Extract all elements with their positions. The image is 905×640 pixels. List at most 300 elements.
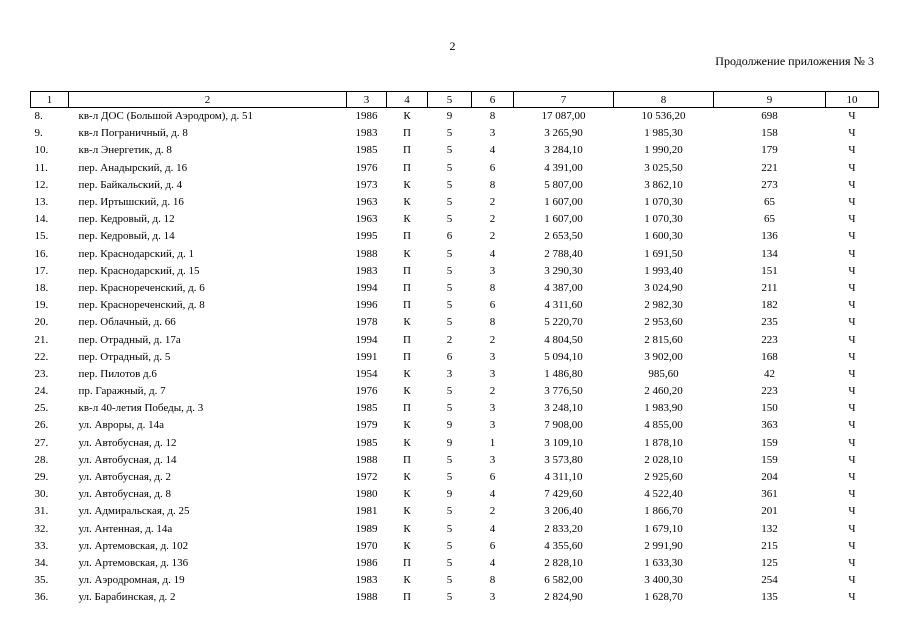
table-row bbox=[31, 349, 879, 366]
table-cell: ул. Авроры, д. 14а bbox=[78, 419, 165, 432]
table-cell: 5 bbox=[446, 453, 453, 466]
table-cell: 3 024,90 bbox=[644, 281, 683, 294]
table-cell: 19. bbox=[34, 299, 49, 312]
table-cell: пер. Облачный, д. 66 bbox=[78, 316, 176, 329]
table-cell: 36. bbox=[34, 591, 49, 604]
table-cell: 6 bbox=[446, 350, 453, 363]
table-cell: 1986 bbox=[355, 110, 378, 123]
table-cell: 5 bbox=[446, 144, 453, 157]
table-cell: Ч bbox=[848, 247, 856, 260]
table-cell: 65 bbox=[764, 213, 775, 226]
table-row bbox=[31, 160, 879, 177]
table-cell: 1988 bbox=[355, 453, 378, 466]
table-cell: 1 607,00 bbox=[544, 196, 583, 209]
table-cell: 1991 bbox=[355, 350, 378, 363]
table-cell: 9 bbox=[446, 488, 453, 501]
table-cell: 4 387,00 bbox=[544, 281, 583, 294]
table-cell: 1 866,70 bbox=[644, 505, 683, 518]
table-row bbox=[31, 108, 879, 126]
table-cell: 125 bbox=[761, 556, 778, 569]
table-cell: 1 607,00 bbox=[544, 213, 583, 226]
table-cell: 11. bbox=[34, 161, 48, 174]
table-cell: 4 311,10 bbox=[544, 471, 583, 484]
column-header-1: 1 bbox=[31, 92, 69, 108]
table-cell: пер. Кедровый, д. 14 bbox=[78, 230, 175, 243]
table-cell: Ч bbox=[848, 264, 856, 277]
table-cell: Ч bbox=[848, 316, 856, 329]
table-cell: Ч bbox=[848, 230, 856, 243]
table-cell: 2 460,20 bbox=[644, 385, 683, 398]
table-cell: 1983 bbox=[355, 127, 378, 140]
table-cell: 985,60 bbox=[648, 367, 679, 380]
table-cell: пер. Анадырский, д. 16 bbox=[78, 161, 188, 174]
table-row bbox=[31, 314, 879, 331]
table-cell: 1976 bbox=[355, 161, 378, 174]
column-header-5: 5 bbox=[428, 92, 472, 108]
table-cell: 10. bbox=[34, 144, 49, 157]
table-cell: Ч bbox=[848, 556, 856, 569]
table-cell: пер. Байкальский, д. 4 bbox=[78, 178, 183, 191]
table-cell: К bbox=[403, 539, 411, 552]
table-cell: 5 bbox=[446, 539, 453, 552]
table-cell: 168 bbox=[761, 350, 778, 363]
table-cell: ул. Автобусная, д. 12 bbox=[78, 436, 177, 449]
buildings-table bbox=[30, 91, 879, 606]
table-cell: Ч bbox=[848, 436, 856, 449]
table-cell: 1995 bbox=[355, 230, 378, 243]
table-cell: Ч bbox=[848, 213, 856, 226]
table-cell: 2 991,90 bbox=[644, 539, 683, 552]
table-cell: 3 400,30 bbox=[644, 574, 683, 587]
table-cell: 4 391,00 bbox=[544, 161, 583, 174]
table-cell: ул. Адмиральская, д. 25 bbox=[78, 505, 190, 518]
table-cell: 1 bbox=[489, 436, 496, 449]
table-cell: 5 bbox=[446, 556, 453, 569]
table-cell: П bbox=[403, 556, 411, 569]
table-cell: П bbox=[403, 299, 411, 312]
table-cell: П bbox=[403, 144, 411, 157]
table-cell: ул. Автобусная, д. 8 bbox=[78, 488, 172, 501]
table-cell: 4 855,00 bbox=[644, 419, 683, 432]
table-cell: 10 536,20 bbox=[641, 110, 686, 123]
table-cell: 2 953,60 bbox=[644, 316, 683, 329]
table-cell: ул. Антенная, д. 14а bbox=[78, 522, 173, 535]
table-row bbox=[31, 503, 879, 520]
table-cell: 1 983,90 bbox=[644, 402, 683, 415]
table-cell: 204 bbox=[761, 471, 778, 484]
table-cell: 2 833,20 bbox=[544, 522, 583, 535]
table-cell: пер. Отрадный, д. 5 bbox=[78, 350, 171, 363]
table-cell: 273 bbox=[761, 178, 778, 191]
table-row bbox=[31, 555, 879, 572]
table-cell: 3 284,10 bbox=[544, 144, 583, 157]
table-cell: 1 985,30 bbox=[644, 127, 683, 140]
table-cell: 3 206,40 bbox=[544, 505, 583, 518]
table-cell: 134 bbox=[761, 247, 778, 260]
table-cell: 1 486,80 bbox=[544, 367, 583, 380]
table-cell: К bbox=[403, 196, 411, 209]
table-cell: 1 691,50 bbox=[644, 247, 683, 260]
table-cell: 4 522,40 bbox=[644, 488, 683, 501]
table-row bbox=[31, 435, 879, 452]
table-cell: 4 bbox=[489, 247, 496, 260]
table-cell: 1963 bbox=[355, 213, 378, 226]
table-cell: 26. bbox=[34, 419, 49, 432]
table-cell: 3 290,30 bbox=[544, 264, 583, 277]
table-cell: 1986 bbox=[355, 556, 378, 569]
table-cell: 27. bbox=[34, 436, 49, 449]
table-cell: 5 bbox=[446, 591, 453, 604]
table-cell: П bbox=[403, 127, 411, 140]
table-cell: 5 bbox=[446, 264, 453, 277]
page-number: 2 bbox=[449, 39, 456, 53]
table-cell: Ч bbox=[848, 178, 856, 191]
table-cell: Ч bbox=[848, 522, 856, 535]
table-cell: П bbox=[403, 350, 411, 363]
table-cell: пер. Краснодарский, д. 15 bbox=[78, 264, 200, 277]
table-row bbox=[31, 521, 879, 538]
table-cell: 2 982,30 bbox=[644, 299, 683, 312]
table-cell: 211 bbox=[761, 281, 778, 294]
table-cell: 9 bbox=[446, 419, 453, 432]
table-cell: 132 bbox=[761, 522, 778, 535]
table-cell: 28. bbox=[34, 453, 49, 466]
column-header-3: 3 bbox=[347, 92, 387, 108]
table-cell: Ч bbox=[848, 350, 856, 363]
table-cell: 65 bbox=[764, 196, 775, 209]
table-row bbox=[31, 228, 879, 245]
table-cell: 1981 bbox=[355, 505, 378, 518]
table-row bbox=[31, 211, 879, 228]
table-row bbox=[31, 246, 879, 263]
table-cell: кв-л Энергетик, д. 8 bbox=[78, 144, 172, 157]
table-body bbox=[31, 108, 879, 607]
table-cell: 3 bbox=[489, 591, 496, 604]
table-cell: пер. Пилотов д.6 bbox=[78, 367, 157, 380]
table-cell: 3 bbox=[489, 402, 496, 415]
table-row bbox=[31, 452, 879, 469]
table-cell: 223 bbox=[761, 333, 778, 346]
table-cell: 2 028,10 bbox=[644, 453, 683, 466]
table-cell: 1988 bbox=[355, 247, 378, 260]
table-row bbox=[31, 297, 879, 314]
table-cell: П bbox=[403, 333, 411, 346]
table-cell: 1994 bbox=[355, 333, 378, 346]
table-cell: 2 653,50 bbox=[544, 230, 583, 243]
header-row bbox=[31, 92, 879, 108]
column-header-6: 6 bbox=[472, 92, 514, 108]
table-cell: Ч bbox=[848, 591, 856, 604]
table-cell: пр. Гаражный, д. 7 bbox=[78, 385, 166, 398]
table-cell: 7 908,00 bbox=[544, 419, 583, 432]
table-cell: 135 bbox=[761, 591, 778, 604]
table-row bbox=[31, 142, 879, 159]
column-header-7: 7 bbox=[514, 92, 614, 108]
table-row bbox=[31, 486, 879, 503]
table-cell: К bbox=[403, 247, 411, 260]
table-cell: 3 776,50 bbox=[544, 385, 583, 398]
table-cell: 179 bbox=[761, 144, 778, 157]
table-cell: П bbox=[403, 402, 411, 415]
table-cell: К bbox=[403, 178, 411, 191]
table-cell: 15. bbox=[34, 230, 49, 243]
table-cell: 4 355,60 bbox=[544, 539, 583, 552]
table-cell: 1 993,40 bbox=[644, 264, 683, 277]
table-cell: 5 bbox=[446, 161, 453, 174]
table-cell: 159 bbox=[761, 453, 778, 466]
table-row bbox=[31, 331, 879, 348]
table-cell: 3 bbox=[489, 127, 496, 140]
table-cell: 1985 bbox=[355, 144, 378, 157]
table-cell: К bbox=[403, 110, 411, 123]
table-cell: 1989 bbox=[355, 522, 378, 535]
table-cell: 254 bbox=[761, 574, 778, 587]
table-cell: 215 bbox=[761, 539, 778, 552]
table-cell: 1994 bbox=[355, 281, 378, 294]
table-cell: 6 bbox=[446, 230, 453, 243]
table-cell: 22. bbox=[34, 350, 49, 363]
table-cell: 8 bbox=[489, 574, 496, 587]
table-cell: 1 628,70 bbox=[644, 591, 683, 604]
table-row bbox=[31, 280, 879, 297]
table-cell: 1 070,30 bbox=[644, 196, 683, 209]
table-cell: Ч bbox=[848, 574, 856, 587]
table-cell: пер. Иртышский, д. 16 bbox=[78, 196, 184, 209]
table-cell: П bbox=[403, 264, 411, 277]
table-cell: 5 807,00 bbox=[544, 178, 583, 191]
table-cell: 3 109,10 bbox=[544, 436, 583, 449]
table-cell: Ч bbox=[848, 453, 856, 466]
table-cell: 5 bbox=[446, 385, 453, 398]
table-cell: кв-л ДОС (Большой Аэродром), д. 51 bbox=[78, 110, 254, 123]
table-cell: 221 bbox=[761, 161, 778, 174]
table-cell: 1973 bbox=[355, 178, 378, 191]
table-cell: Ч bbox=[848, 333, 856, 346]
table-cell: 35. bbox=[34, 574, 49, 587]
column-header-10: 10 bbox=[826, 92, 879, 108]
table-row bbox=[31, 177, 879, 194]
table-cell: 1983 bbox=[355, 264, 378, 277]
table-cell: 17. bbox=[34, 264, 49, 277]
table-cell: 2 788,40 bbox=[544, 247, 583, 260]
table-cell: 8 bbox=[489, 281, 496, 294]
table-cell: Ч bbox=[848, 385, 856, 398]
table-cell: 2 815,60 bbox=[644, 333, 683, 346]
table-cell: Ч bbox=[848, 402, 856, 415]
table-cell: 5 094,10 bbox=[544, 350, 583, 363]
table-cell: пер. Краснореченский, д. 8 bbox=[78, 299, 205, 312]
table-cell: 1978 bbox=[355, 316, 378, 329]
table-cell: Ч bbox=[848, 488, 856, 501]
table-cell: К bbox=[403, 367, 411, 380]
table-cell: 9 bbox=[446, 436, 453, 449]
table-cell: 3 bbox=[489, 419, 496, 432]
table-cell: 6 bbox=[489, 299, 496, 312]
table-cell: ул. Автобусная, д. 2 bbox=[78, 471, 172, 484]
table-cell: 16. bbox=[34, 247, 49, 260]
table-cell: Ч bbox=[848, 281, 856, 294]
table-cell: 6 bbox=[489, 539, 496, 552]
table-cell: 1970 bbox=[355, 539, 378, 552]
table-cell: 6 bbox=[489, 161, 496, 174]
table-cell: Ч bbox=[848, 110, 856, 123]
table-cell: кв-л Пограничный, д. 8 bbox=[78, 127, 188, 140]
table-cell: К bbox=[403, 385, 411, 398]
table-cell: 4 bbox=[489, 488, 496, 501]
table-cell: 5 bbox=[446, 299, 453, 312]
table-cell: К bbox=[403, 213, 411, 226]
table-cell: 2 bbox=[489, 333, 496, 346]
table-cell: 1980 bbox=[355, 488, 378, 501]
table-cell: Ч bbox=[848, 299, 856, 312]
table-cell: 5 bbox=[446, 471, 453, 484]
table-cell: кв-л 40-летия Победы, д. 3 bbox=[78, 402, 204, 415]
table-cell: 4 bbox=[489, 144, 496, 157]
table-cell: 30. bbox=[34, 488, 49, 501]
table-row bbox=[31, 383, 879, 400]
table-cell: 9. bbox=[34, 127, 43, 140]
table-cell: 5 bbox=[446, 247, 453, 260]
table-cell: пер. Отрадный, д. 17а bbox=[78, 333, 181, 346]
table-cell: 1954 bbox=[355, 367, 378, 380]
table-cell: 5 bbox=[446, 196, 453, 209]
table-cell: 42 bbox=[764, 367, 775, 380]
table-cell: 8 bbox=[489, 316, 496, 329]
table-header bbox=[31, 92, 879, 108]
table-cell: 235 bbox=[761, 316, 778, 329]
table-cell: 2 bbox=[446, 333, 453, 346]
table-cell: 698 bbox=[761, 110, 778, 123]
table-cell: 2 bbox=[489, 213, 496, 226]
column-header-2: 2 bbox=[69, 92, 347, 108]
table-cell: 8 bbox=[489, 178, 496, 191]
table-cell: пер. Кедровый, д. 12 bbox=[78, 213, 175, 226]
continuation-title: Продолжение приложения № 3 bbox=[715, 54, 874, 68]
table-cell: 3 bbox=[489, 350, 496, 363]
table-cell: 2 bbox=[489, 385, 496, 398]
column-header-8: 8 bbox=[614, 92, 714, 108]
table-cell: 361 bbox=[761, 488, 778, 501]
table-cell: 5 bbox=[446, 402, 453, 415]
table-cell: 24. bbox=[34, 385, 49, 398]
table-row bbox=[31, 263, 879, 280]
table-cell: 1988 bbox=[355, 591, 378, 604]
table-row bbox=[31, 366, 879, 383]
table-cell: 4 bbox=[489, 522, 496, 535]
table-cell: 3 bbox=[489, 453, 496, 466]
table-cell: 5 bbox=[446, 522, 453, 535]
table-row bbox=[31, 538, 879, 555]
table-cell: К bbox=[403, 419, 411, 432]
table-cell: 1985 bbox=[355, 436, 378, 449]
table-cell: 182 bbox=[761, 299, 778, 312]
table-cell: 1 679,10 bbox=[644, 522, 683, 535]
table-row bbox=[31, 400, 879, 417]
table-cell: Ч bbox=[848, 505, 856, 518]
table-cell: 150 bbox=[761, 402, 778, 415]
table-cell: ул. Артемовская, д. 136 bbox=[78, 556, 189, 569]
table-cell: 8 bbox=[489, 110, 496, 123]
table-cell: пер. Краснореченский, д. 6 bbox=[78, 281, 205, 294]
table-cell: 33. bbox=[34, 539, 49, 552]
table-cell: 13. bbox=[34, 196, 49, 209]
table-cell: ул. Артемовская, д. 102 bbox=[78, 539, 189, 552]
table-cell: Ч bbox=[848, 127, 856, 140]
table-cell: 1 633,30 bbox=[644, 556, 683, 569]
table-cell: 1983 bbox=[355, 574, 378, 587]
table-cell: 363 bbox=[761, 419, 778, 432]
table-cell: 136 bbox=[761, 230, 778, 243]
table-cell: 5 bbox=[446, 213, 453, 226]
table-cell: Ч bbox=[848, 161, 856, 174]
table-cell: 158 bbox=[761, 127, 778, 140]
table-cell: 2 824,90 bbox=[544, 591, 583, 604]
table-cell: 3 573,80 bbox=[544, 453, 583, 466]
table-row bbox=[31, 589, 879, 606]
table-cell: 14. bbox=[34, 213, 49, 226]
table-cell: 23. bbox=[34, 367, 49, 380]
table-cell: 3 248,10 bbox=[544, 402, 583, 415]
table-cell: 2 828,10 bbox=[544, 556, 583, 569]
table-cell: 1963 bbox=[355, 196, 378, 209]
table-cell: 1985 bbox=[355, 402, 378, 415]
table-cell: 31. bbox=[34, 505, 49, 518]
table-cell: 5 bbox=[446, 281, 453, 294]
table-cell: К bbox=[403, 488, 411, 501]
table-cell: 4 311,60 bbox=[544, 299, 583, 312]
table-cell: Ч bbox=[848, 419, 856, 432]
table-cell: ул. Автобусная, д. 14 bbox=[78, 453, 177, 466]
table-cell: П bbox=[403, 453, 411, 466]
table-cell: 4 bbox=[489, 556, 496, 569]
column-header-9: 9 bbox=[714, 92, 826, 108]
table-cell: 1996 bbox=[355, 299, 378, 312]
table-cell: 1 990,20 bbox=[644, 144, 683, 157]
table-cell: 3 bbox=[489, 367, 496, 380]
table-cell: К bbox=[403, 436, 411, 449]
table-cell: 25. bbox=[34, 402, 49, 415]
table-cell: 7 429,60 bbox=[544, 488, 583, 501]
table-cell: 3 902,00 bbox=[644, 350, 683, 363]
table-cell: 2 925,60 bbox=[644, 471, 683, 484]
table-row bbox=[31, 194, 879, 211]
table-row bbox=[31, 572, 879, 589]
table-row bbox=[31, 125, 879, 142]
table-cell: 2 bbox=[489, 196, 496, 209]
table-cell: Ч bbox=[848, 471, 856, 484]
table-cell: П bbox=[403, 161, 411, 174]
table-cell: 1979 bbox=[355, 419, 378, 432]
table-cell: 6 bbox=[489, 471, 496, 484]
table-cell: 2 bbox=[489, 505, 496, 518]
table-cell: 1 600,30 bbox=[644, 230, 683, 243]
table-cell: 5 220,70 bbox=[544, 316, 583, 329]
table-cell: 5 bbox=[446, 316, 453, 329]
table-cell: 3 265,90 bbox=[544, 127, 583, 140]
table-cell: 5 bbox=[446, 505, 453, 518]
table-cell: 5 bbox=[446, 127, 453, 140]
table-cell: 5 bbox=[446, 574, 453, 587]
table-cell: 21. bbox=[34, 333, 49, 346]
table-cell: 6 582,00 bbox=[544, 574, 583, 587]
table-cell: Ч bbox=[848, 367, 856, 380]
table-cell: К bbox=[403, 471, 411, 484]
table-cell: Ч bbox=[848, 196, 856, 209]
table-cell: 3 bbox=[446, 367, 453, 380]
table-cell: 9 bbox=[446, 110, 453, 123]
table-cell: 17 087,00 bbox=[541, 110, 586, 123]
table-cell: 151 bbox=[761, 264, 778, 277]
